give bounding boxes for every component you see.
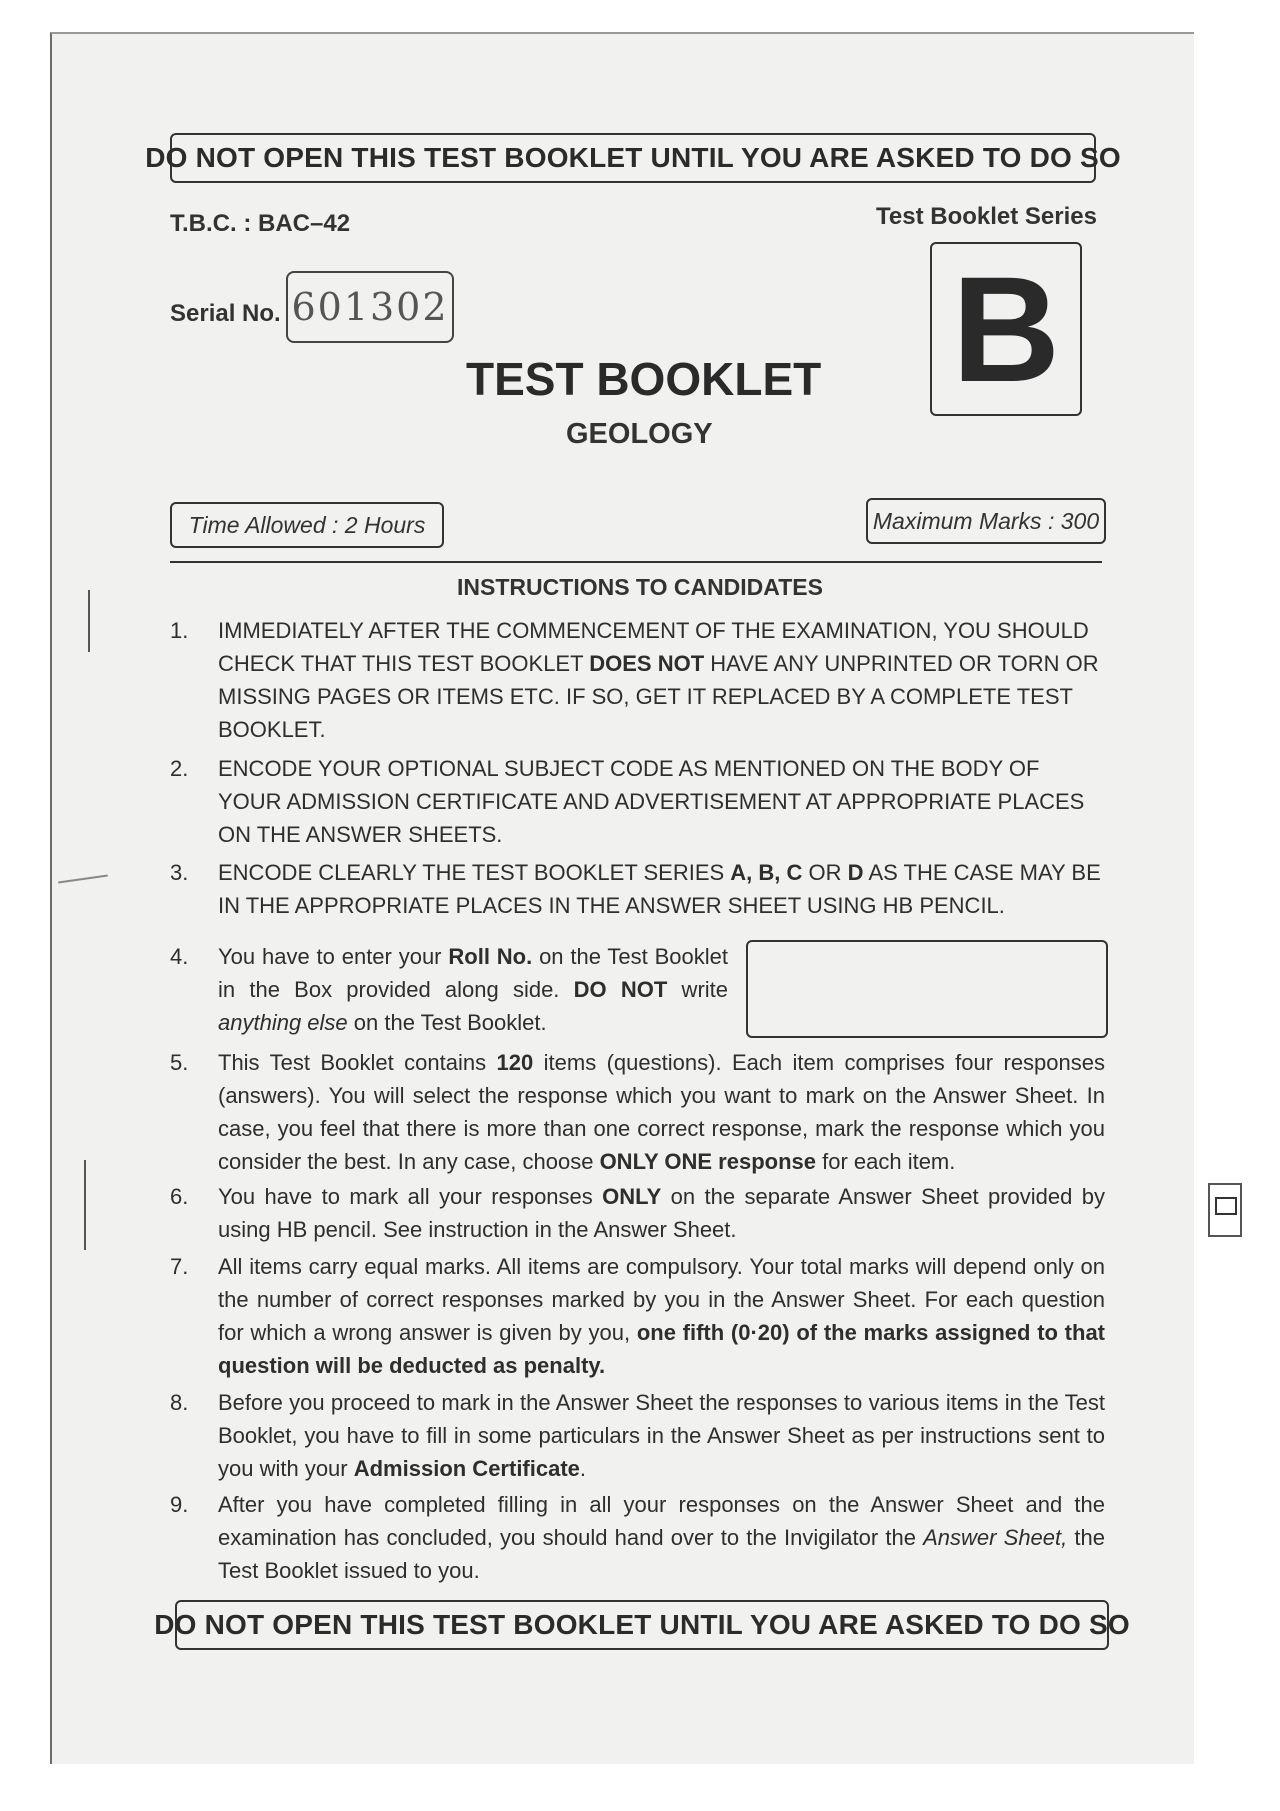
instruction-text-run: 120 xyxy=(496,1050,534,1075)
instruction-text-run: one fifth (0·20) of the marks assigned to that question will be deducted as penalty. xyxy=(218,1320,1106,1378)
instruction-text-run: IMMEDIATELY AFTER THE COMMENCEMENT OF THE EXAMINATION, YOU SHOULD CHECK THAT THIS TEST BOOKLET xyxy=(218,618,1089,676)
page-tab-marker xyxy=(1208,1183,1242,1237)
instruction-text-run: . xyxy=(579,1456,587,1481)
margin-mark xyxy=(84,1160,86,1250)
instruction-number: 9. xyxy=(170,1492,189,1517)
instruction-number: 4. xyxy=(170,944,189,969)
instruction-item xyxy=(170,856,1105,922)
instruction-item xyxy=(170,614,1105,746)
serial-label: Serial No. xyxy=(170,300,281,327)
instruction-number: 1. xyxy=(170,618,189,643)
instruction-item xyxy=(170,1180,1105,1246)
instruction-text-run: After you have completed filling in all your responses on the Answer Sheet and the examination has concluded, you should hand over to the Invigilator the xyxy=(218,1492,1105,1550)
page-title: TEST BOOKLET xyxy=(466,353,822,405)
instruction-number: 2. xyxy=(170,756,189,781)
instruction-text xyxy=(218,1488,1105,1587)
instruction-text xyxy=(218,752,1105,851)
serial-number: 601302 xyxy=(286,271,454,343)
series-label: Test Booklet Series xyxy=(876,203,1097,230)
instruction-text xyxy=(218,614,1105,746)
instruction-text-run: DO NOT xyxy=(573,977,668,1002)
instruction-text xyxy=(218,940,728,1039)
instruction-text xyxy=(218,1180,1105,1246)
instruction-number: 8. xyxy=(170,1390,189,1415)
instruction-item xyxy=(170,1046,1105,1178)
instruction-text-run: Admission Certificate xyxy=(353,1456,580,1481)
time-allowed: Time Allowed : 2 Hours xyxy=(170,502,444,548)
instruction-item xyxy=(170,752,1105,851)
instruction-text-run: ENCODE YOUR OPTIONAL SUBJECT CODE AS MENTIONED ON THE BODY OF YOUR ADMISSION CERTIFICATE AND ADVERTISEMENT AT APPROPRIATE PLACES ON THE ANSWER SHEETS. xyxy=(218,756,1085,847)
instruction-number: 3. xyxy=(170,860,189,885)
instruction-text-run: AS THE CASE MAY BE IN THE APPROPRIATE PLACES IN THE ANSWER SHEET USING HB PENCIL. xyxy=(218,860,1101,918)
instruction-text-run: A, B, C xyxy=(730,860,803,885)
instruction-item xyxy=(170,940,728,1039)
instruction-text xyxy=(218,1046,1105,1178)
instruction-text-run: on the Test Booklet. xyxy=(347,1010,547,1035)
instruction-text-run: ONLY ONE response xyxy=(599,1149,816,1174)
instruction-text-run: on the separate Answer Sheet provided by using HB pencil. See instruction in the Answer Sheet. xyxy=(218,1184,1105,1242)
instruction-text-run: OR xyxy=(802,860,848,885)
instruction-text xyxy=(218,856,1105,922)
warning-banner-bottom: DO NOT OPEN THIS TEST BOOKLET UNTIL YOU ARE ASKED TO DO SO xyxy=(175,1600,1109,1650)
instruction-text-run: DOES NOT xyxy=(589,651,705,676)
warning-banner-top: DO NOT OPEN THIS TEST BOOKLET UNTIL YOU ARE ASKED TO DO SO xyxy=(170,133,1096,183)
instruction-text-run: write xyxy=(667,977,729,1002)
tbc-code: T.B.C. : BAC–42 xyxy=(170,210,351,237)
instruction-item xyxy=(170,1488,1105,1587)
instruction-item xyxy=(170,1386,1105,1485)
instruction-item xyxy=(170,1250,1105,1382)
instruction-text-run: You have to enter your xyxy=(218,944,449,969)
instruction-text-run: HAVE ANY UNPRINTED OR TORN OR MISSING PAGES OR ITEMS ETC. IF SO, GET IT REPLACED BY A COMPLETE TEST BOOKLET. xyxy=(218,651,1099,742)
instruction-text-run: Answer Sheet, xyxy=(923,1525,1068,1550)
instruction-text-run: You have to mark all your responses xyxy=(218,1184,603,1209)
instruction-text-run: ONLY xyxy=(602,1184,662,1209)
instruction-text xyxy=(218,1250,1105,1382)
instruction-text-run: items (questions). Each item comprises four responses (answers). You will select the response which you want to mark on the Answer Sheet. In case, you feel that there is more than one correct response, mark the response which you consider the best. In any case, choose xyxy=(218,1050,1105,1174)
instruction-text-run: This Test Booklet contains xyxy=(218,1050,497,1075)
series-letter: B xyxy=(930,242,1082,416)
instruction-number: 7. xyxy=(170,1254,189,1279)
instruction-number: 5. xyxy=(170,1050,189,1075)
subject-title: GEOLOGY xyxy=(566,418,713,450)
instruction-text-run: on the Test Booklet in the Box provided along side. xyxy=(218,944,728,1002)
maximum-marks: Maximum Marks : 300 xyxy=(866,498,1106,544)
instruction-text-run: All items carry equal marks. All items are compulsory. Your total marks will depend only on the number of correct responses marked by you in the Answer Sheet. For each question for which a wrong answer is given by you, xyxy=(218,1254,1105,1345)
instruction-text xyxy=(218,1386,1105,1485)
instruction-text-run: Before you proceed to mark in the Answer Sheet the responses to various items in the Test Booklet, you have to fill in some particulars in the Answer Sheet as per instructions sent to you with your xyxy=(218,1390,1105,1481)
instruction-text-run: the Test Booklet issued to you. xyxy=(218,1525,1106,1583)
instruction-text-run: anything else xyxy=(218,1010,348,1035)
instruction-number: 6. xyxy=(170,1184,189,1209)
divider xyxy=(170,561,1102,563)
roll-number-box[interactable] xyxy=(746,940,1108,1038)
instructions-heading: INSTRUCTIONS TO CANDIDATES xyxy=(457,574,823,600)
instruction-text-run: D xyxy=(847,860,864,885)
instruction-text-run: ENCODE CLEARLY THE TEST BOOKLET SERIES xyxy=(218,860,731,885)
instruction-text-run: Roll No. xyxy=(448,944,533,969)
instruction-text-run: for each item. xyxy=(815,1149,956,1174)
